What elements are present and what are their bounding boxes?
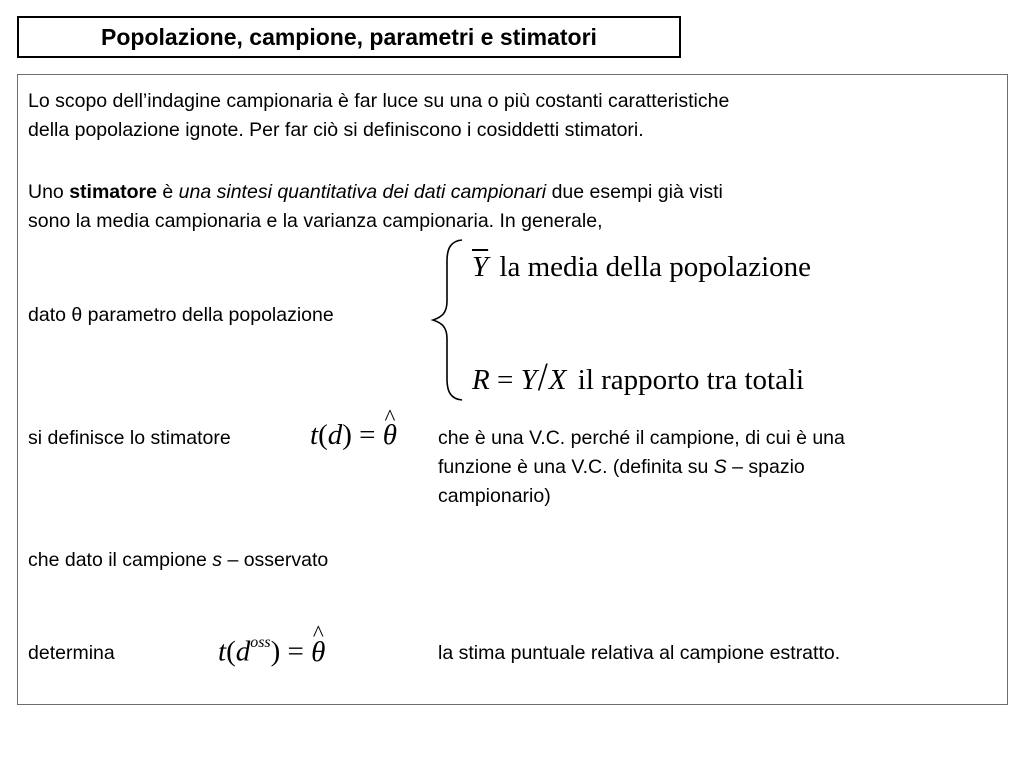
estimator-formula [310, 419, 397, 452]
case-mean-symbol: $\overline{Y}$ [472, 251, 489, 283]
intro-line-1: Lo scopo dell’indagine campionaria è far luce su una o più costanti caratteristiche [28, 90, 730, 112]
estimator-desc-2s: S [713, 456, 727, 478]
intro-line-2: della popolazione ignote. Per far ciò si definiscono i cosiddetti stimatori. [28, 119, 644, 141]
estimate-close: ) [270, 635, 281, 668]
estimator-desc-line-3: campionario) [438, 485, 551, 507]
observed-s: s [212, 549, 223, 571]
estimate-open: ( [226, 635, 236, 668]
ratio-text: il rapporto tra totali [577, 364, 805, 396]
estimate-desc: la stima puntuale relativa al campione estratto. [438, 642, 841, 664]
definition-line-1 [28, 178, 723, 207]
slide-title [17, 16, 681, 58]
left-brace-icon [430, 237, 470, 403]
observed-suffix: – osservato [222, 549, 329, 571]
observed-prefix: che dato il campione [28, 549, 213, 571]
definition-middle: è [156, 181, 179, 203]
definition-term: stimatore [69, 181, 157, 203]
slide-title-text: Popolazione, campione, parametri e stimatori [101, 23, 597, 50]
definition-italic-phrase: una sintesi quantitativa dei dati campionari [178, 181, 547, 203]
estimator-close: ) [342, 419, 352, 451]
estimator-theta-hat: ^ θ [383, 419, 397, 452]
estimate-theta-hat: ^ θ [311, 636, 325, 669]
estimator-desc-2b: – spazio [726, 456, 805, 478]
ratio-eq: = [496, 364, 514, 396]
case-mean-formula [472, 251, 811, 284]
observed-line [28, 546, 328, 575]
ratio-den: X [548, 364, 567, 396]
case-mean-text: la media della popolazione [499, 251, 812, 283]
estimate-d: d [235, 635, 251, 668]
estimate-sup: oss [250, 634, 271, 651]
estimator-eq: = [359, 419, 376, 451]
estimate-eq: = [287, 635, 304, 668]
case-ratio-formula [472, 356, 804, 398]
ratio-lhs: R [472, 364, 490, 396]
estimator-label: si definisce lo stimatore [28, 427, 231, 449]
estimator-desc-2a: funzione è una V.C. (definita su [438, 456, 714, 478]
definition-suffix: due esempi già visti [546, 181, 723, 203]
estimate-label: determina [28, 642, 115, 664]
estimate-formula [218, 634, 325, 669]
definition-line-2: sono la media campionaria e la varianza campionaria. In generale, [28, 210, 603, 232]
estimator-d: d [327, 419, 343, 451]
ratio-num: Y [520, 364, 537, 396]
estimator-open: ( [318, 419, 328, 451]
estimator-desc-line-1: che è una V.C. perché il campione, di cui è una [438, 427, 845, 449]
estimator-t: t [310, 419, 319, 451]
definition-prefix: Uno [28, 181, 70, 203]
estimate-t: t [218, 635, 227, 668]
estimator-desc-line-2 [438, 453, 805, 482]
ratio-slash: / [537, 355, 548, 399]
parameter-label: dato θ parametro della popolazione [28, 304, 334, 326]
